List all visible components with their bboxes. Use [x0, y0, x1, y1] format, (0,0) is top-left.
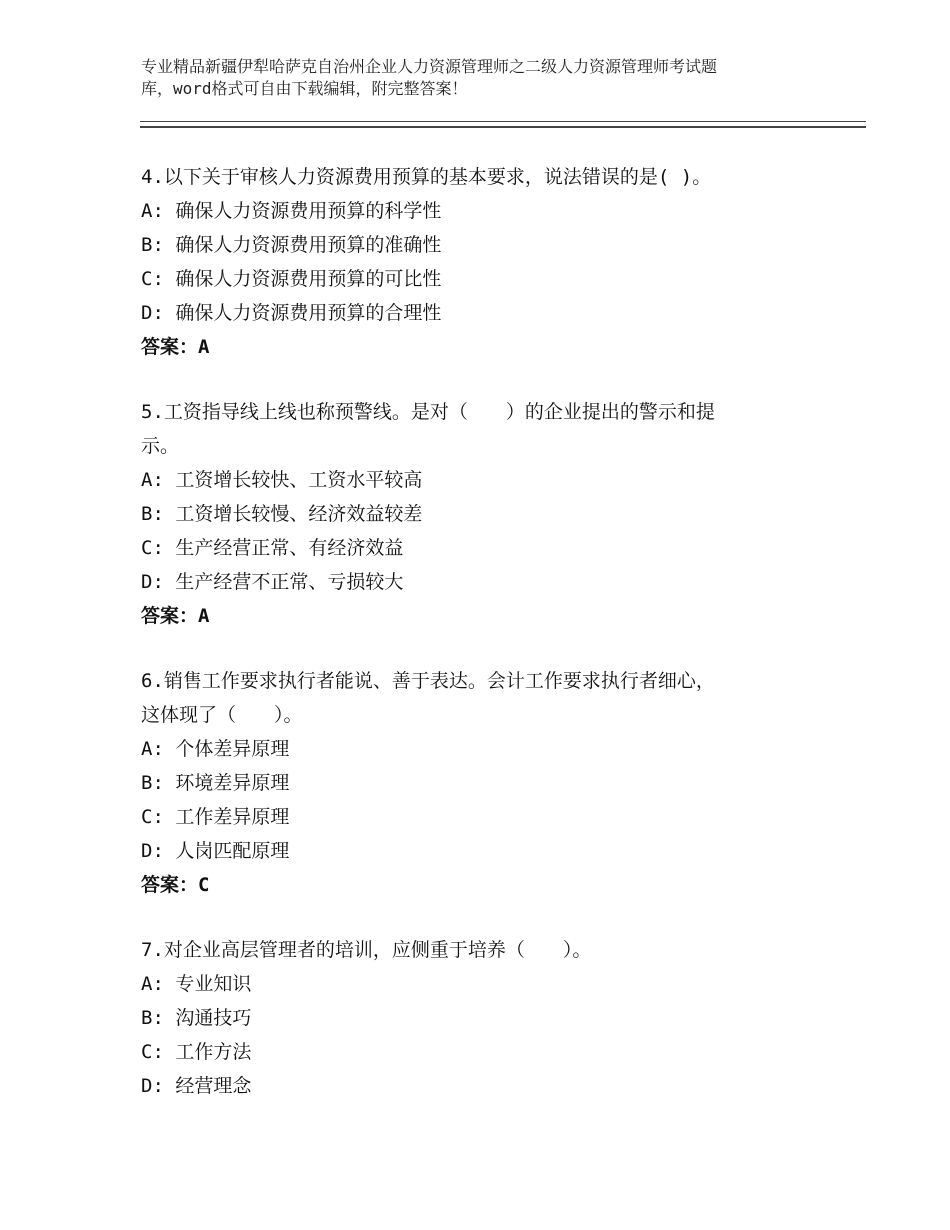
option-a: A: 个体差异原理	[141, 738, 290, 760]
header-divider	[140, 121, 866, 128]
header-line-1: 专业精品新疆伊犁哈萨克自治州企业人力资源管理师之二级人力资源管理师考试题	[141, 57, 718, 76]
answer: 答案：C	[141, 874, 210, 896]
option-c: C: 确保人力资源费用预算的可比性	[141, 268, 442, 290]
question-text: 7.对企业高层管理者的培训，应侧重于培养（ ）。	[141, 939, 592, 961]
option-c: C: 工作方法	[141, 1041, 252, 1063]
header-line-2: 库，word格式可自由下载编辑，附完整答案！	[141, 79, 468, 98]
option-d: D: 确保人力资源费用预算的合理性	[141, 302, 442, 324]
option-b: B: 环境差异原理	[141, 772, 290, 794]
option-b: B: 确保人力资源费用预算的准确性	[141, 234, 442, 256]
option-d: D: 经营理念	[141, 1075, 252, 1097]
option-a: A: 工资增长较快、工资水平较高	[141, 469, 423, 491]
question-list	[141, 160, 841, 1134]
question-5	[141, 395, 841, 633]
option-b: B: 沟通技巧	[141, 1007, 252, 1029]
option-c: C: 生产经营正常、有经济效益	[141, 537, 404, 559]
question-text: 6.销售工作要求执行者能说、善于表达。会计工作要求执行者细心，	[141, 670, 715, 692]
question-text-cont: 这体现了（ ）。	[141, 704, 303, 726]
answer: 答案：A	[141, 605, 210, 627]
question-text-cont: 示。	[141, 435, 180, 457]
document-header	[141, 56, 831, 100]
option-d: D: 人岗匹配原理	[141, 840, 290, 862]
question-4	[141, 160, 841, 364]
option-d: D: 生产经营不正常、亏损较大	[141, 571, 404, 593]
question-text: 5.工资指导线上线也称预警线。是对（ ）的企业提出的警示和提	[141, 401, 715, 423]
option-a: A: 专业知识	[141, 973, 252, 995]
question-6	[141, 664, 841, 902]
answer: 答案：A	[141, 336, 210, 358]
question-text: 4.以下关于审核人力资源费用预算的基本要求，说法错误的是( )。	[141, 166, 712, 188]
option-c: C: 工作差异原理	[141, 806, 290, 828]
option-a: A: 确保人力资源费用预算的科学性	[141, 200, 442, 222]
option-b: B: 工资增长较慢、经济效益较差	[141, 503, 423, 525]
question-7	[141, 933, 841, 1103]
